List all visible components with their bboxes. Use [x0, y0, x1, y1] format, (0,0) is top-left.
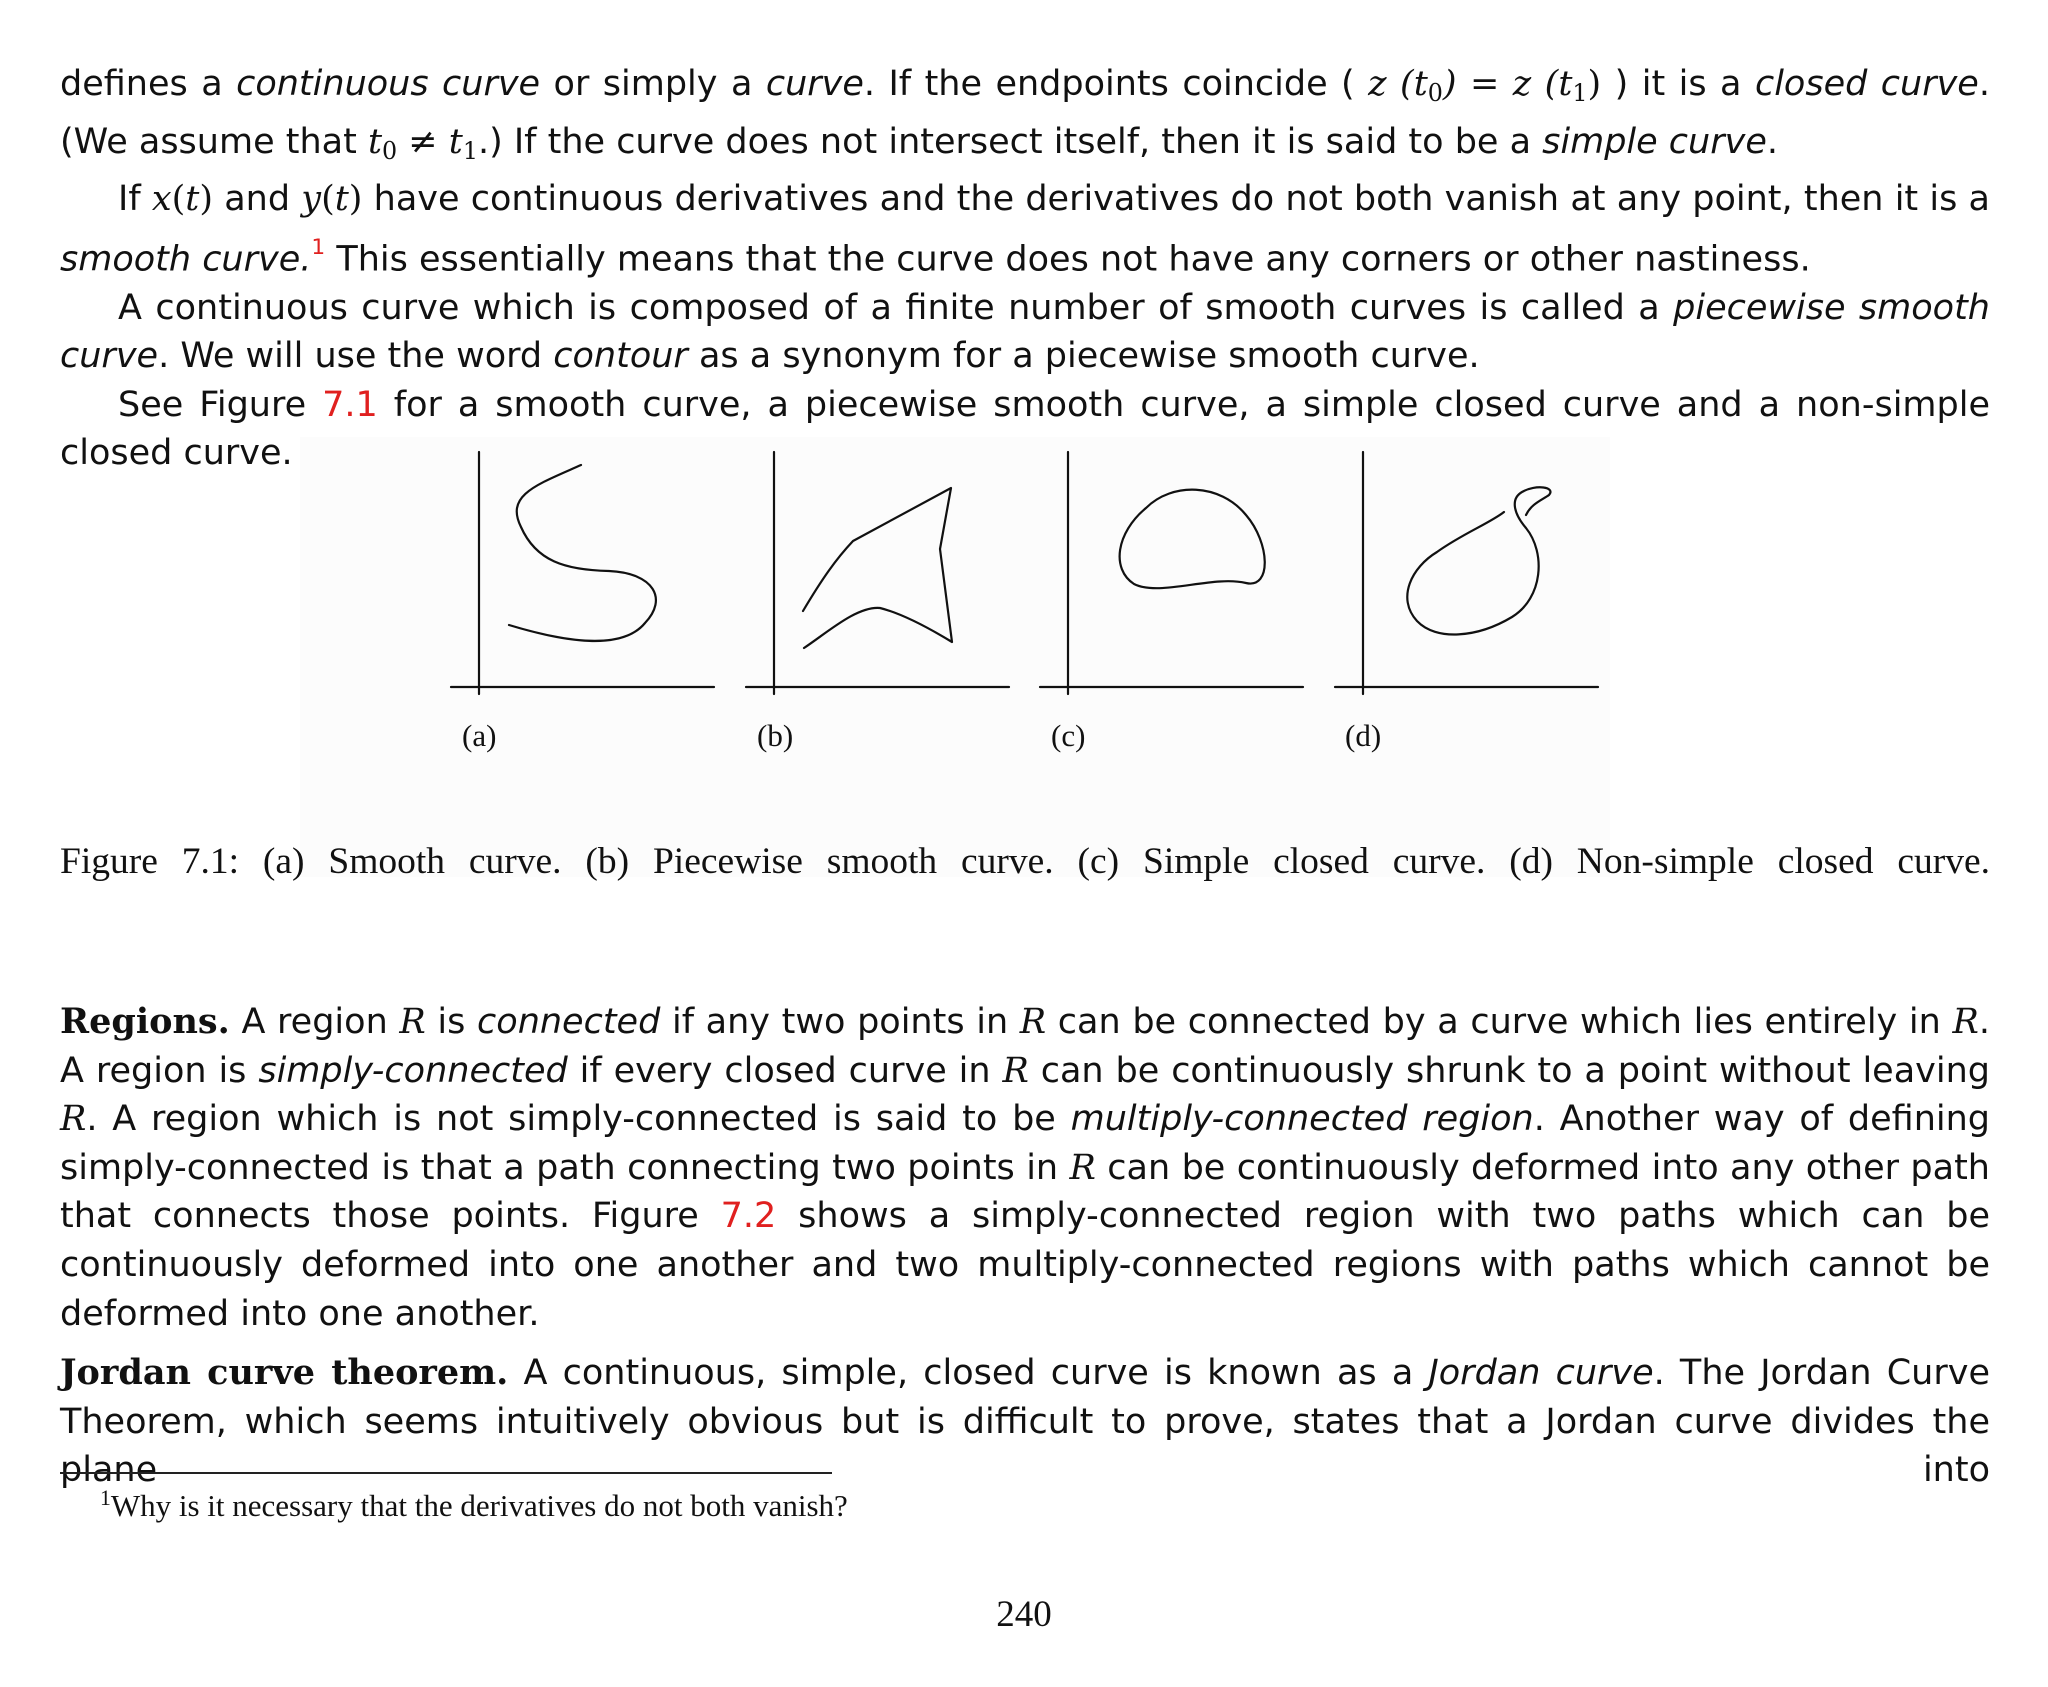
panel-d-axes — [1335, 452, 1598, 694]
figure-ref-link[interactable]: 7.1 — [322, 384, 378, 425]
text: . If the endpoints coincide ( — [863, 64, 1369, 104]
panel-b-axes — [746, 452, 1009, 694]
footnote-mark: 1 — [100, 1486, 111, 1510]
text: If the curve does not intersect itself, then it is said to be a — [502, 121, 1543, 162]
section-regions — [60, 998, 1990, 1338]
paragraph-jordan: Jordan curve theorem. A continuous, simple, closed curve is known as a Jordan curve. The Jordan Curve Theorem, which seems intuitively obvious but is difficult to prove, states that a Jordan curve divides the plane into — [60, 1352, 1990, 1491]
figure-ref-link[interactable]: 7.2 — [720, 1196, 777, 1237]
page-body — [60, 60, 1990, 478]
text: or simply a — [540, 64, 766, 104]
panel-d-nonsimple-curve — [1407, 487, 1550, 634]
footnote-text: Why is it necessary that the derivatives do not both vanish? — [110, 1487, 848, 1523]
heading-jordan: Jordan curve theorem. — [60, 1352, 509, 1393]
panel-b-piecewise-curve — [803, 488, 952, 648]
term-connected: connected — [477, 1002, 661, 1042]
text: . (We assume that — [60, 64, 1990, 162]
text: defines a — [60, 64, 237, 104]
text: ) it is a — [1601, 64, 1755, 104]
text: . — [1766, 121, 1778, 162]
panel-c-label: (c) — [1051, 718, 1086, 753]
footnote — [100, 1478, 848, 1526]
term-closed-curve: closed curve — [1754, 64, 1979, 104]
term-simple-curve: simple curve — [1542, 121, 1767, 162]
paragraph-piecewise: A continuous curve which is composed of a finite number of smooth curves is called a piecewise smooth curve. We will use the word contour as a synonym for a piecewise smooth curve. — [60, 287, 1990, 377]
panel-a-axes — [451, 452, 714, 694]
term-multiply-connected: multiply-connected region — [1070, 1099, 1534, 1140]
panel-b-label: (b) — [757, 718, 794, 753]
footnote-divider — [60, 1472, 832, 1474]
heading-regions: Regions. — [60, 1001, 230, 1042]
panel-d-label: (d) — [1345, 718, 1382, 753]
math-t0-neq-t1: $t_0 \ne t_1$ — [367, 121, 478, 165]
math-z-t0: z $(t_0) = z$ $(t_1)$ — [1368, 64, 1602, 107]
figure-caption: Figure 7.1: (a) Smooth curve. (b) Piecewise smooth curve. (c) Simple closed curve. (d) Non-simple closed curve. — [60, 841, 1990, 882]
paragraph-curve-definition — [60, 60, 1990, 175]
math-x: x — [151, 179, 172, 220]
figure-curves — [300, 437, 1610, 877]
panel-a-label: (a) — [462, 718, 497, 753]
term-jordan-curve: Jordan curve — [1428, 1353, 1654, 1393]
term-simply-connected: simply-connected — [258, 1050, 568, 1091]
figure-7-1 — [300, 437, 1610, 877]
paragraph-see-figure: See Figure 7.1 for a smooth curve, a piecewise smooth curve, a simple closed curve and a non-simple closed curve. — [60, 384, 1990, 474]
math-y: y — [301, 179, 322, 220]
page-number: 240 — [996, 1594, 1052, 1635]
footnote-link[interactable]: 1 — [311, 234, 326, 260]
term-piecewise-smooth-curve: piecewise smooth curve — [60, 287, 1990, 377]
term-continuous-curve: continuous curve — [236, 64, 541, 104]
text: .) — [477, 121, 503, 162]
paragraph-regions: Regions. A region R is connected if any two points in R can be connected by a curve which lies entirely in R. A region is simply-connected if every closed curve in R can be continuously shrunk to a point without leaving R. A region which is not simply-connected is said to be multiply-connected region. Another way of defining simply-connected is that a path connecting two points in R can be continuously deformed into any other path that connects those points. Figure 7.2 shows a simply-connected region with two paths which can be continuously deformed into one another and two multiply-connected regions with paths which cannot be deformed into one another. — [60, 1001, 1991, 1334]
panel-a-smooth-curve — [509, 465, 656, 641]
term-smooth-curve: smooth curve. — [60, 238, 312, 279]
panel-c-closed-curve — [1120, 490, 1265, 589]
term-curve: curve — [765, 64, 864, 104]
paragraph-smooth-curve: If x(t) and y(t) have continuous derivatives and the derivatives do not both vanish at any point, then it is a smooth curve.$^1$ This essentially means that the curve does not have any corners or other nastiness. — [60, 179, 1990, 279]
term-contour: contour — [553, 336, 688, 377]
